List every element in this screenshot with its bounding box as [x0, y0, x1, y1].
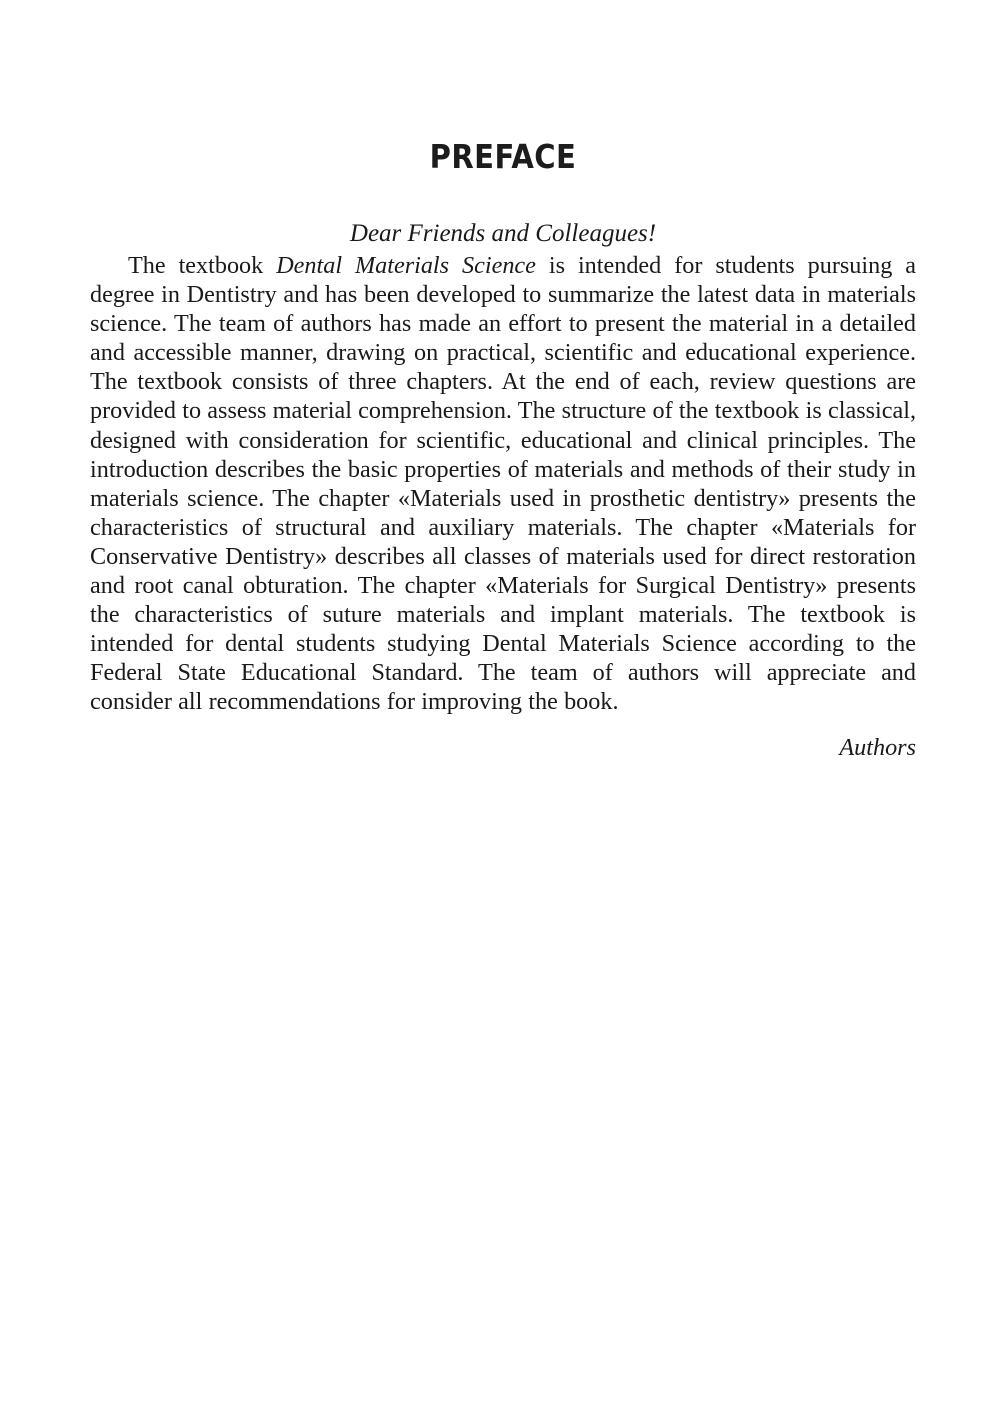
page-content-block — [90, 0, 916, 762]
page-title: PREFACE — [429, 137, 577, 176]
paragraph-text-rest: is intended for students pursuing a degree in Dentistry and has been developed to summarize the latest data in materials science. The team of authors has made an effort to present the material in a detailed and accessible manner, drawing on practical, scientific and educational experience. The textbook consists of three chapters. At the end of each, review questions are provided to assess material comprehension. The structure of the textbook is classical, designed with consideration for scientific, educational and clinical principles. The introduction describes the basic properties of materials and methods of their study in materials science. The chapter «Materials used in prosthetic dentistry» presents the characteristics of structural and auxiliary materials. The chapter «Materials for Conservative Dentistry» describes all classes of materials used for direct restoration and root canal obturation. The chapter «Materials for Surgical Dentistry» presents the characteristics of suture materials and implant materials. The textbook is intended for dental students studying Dental Materials Science according to the Federal State Educational Standard. The team of authors will appreciate and consider all recommendations for improving the book. — [90, 252, 917, 716]
book-title-italic: Dental Materials Science — [276, 252, 536, 279]
paragraph-text-lead: The textbook — [128, 252, 277, 279]
preface-paragraph — [90, 249, 916, 717]
salutation-line: Dear Friends and Colleagues! — [349, 220, 657, 247]
authors-signature: Authors — [839, 733, 916, 761]
